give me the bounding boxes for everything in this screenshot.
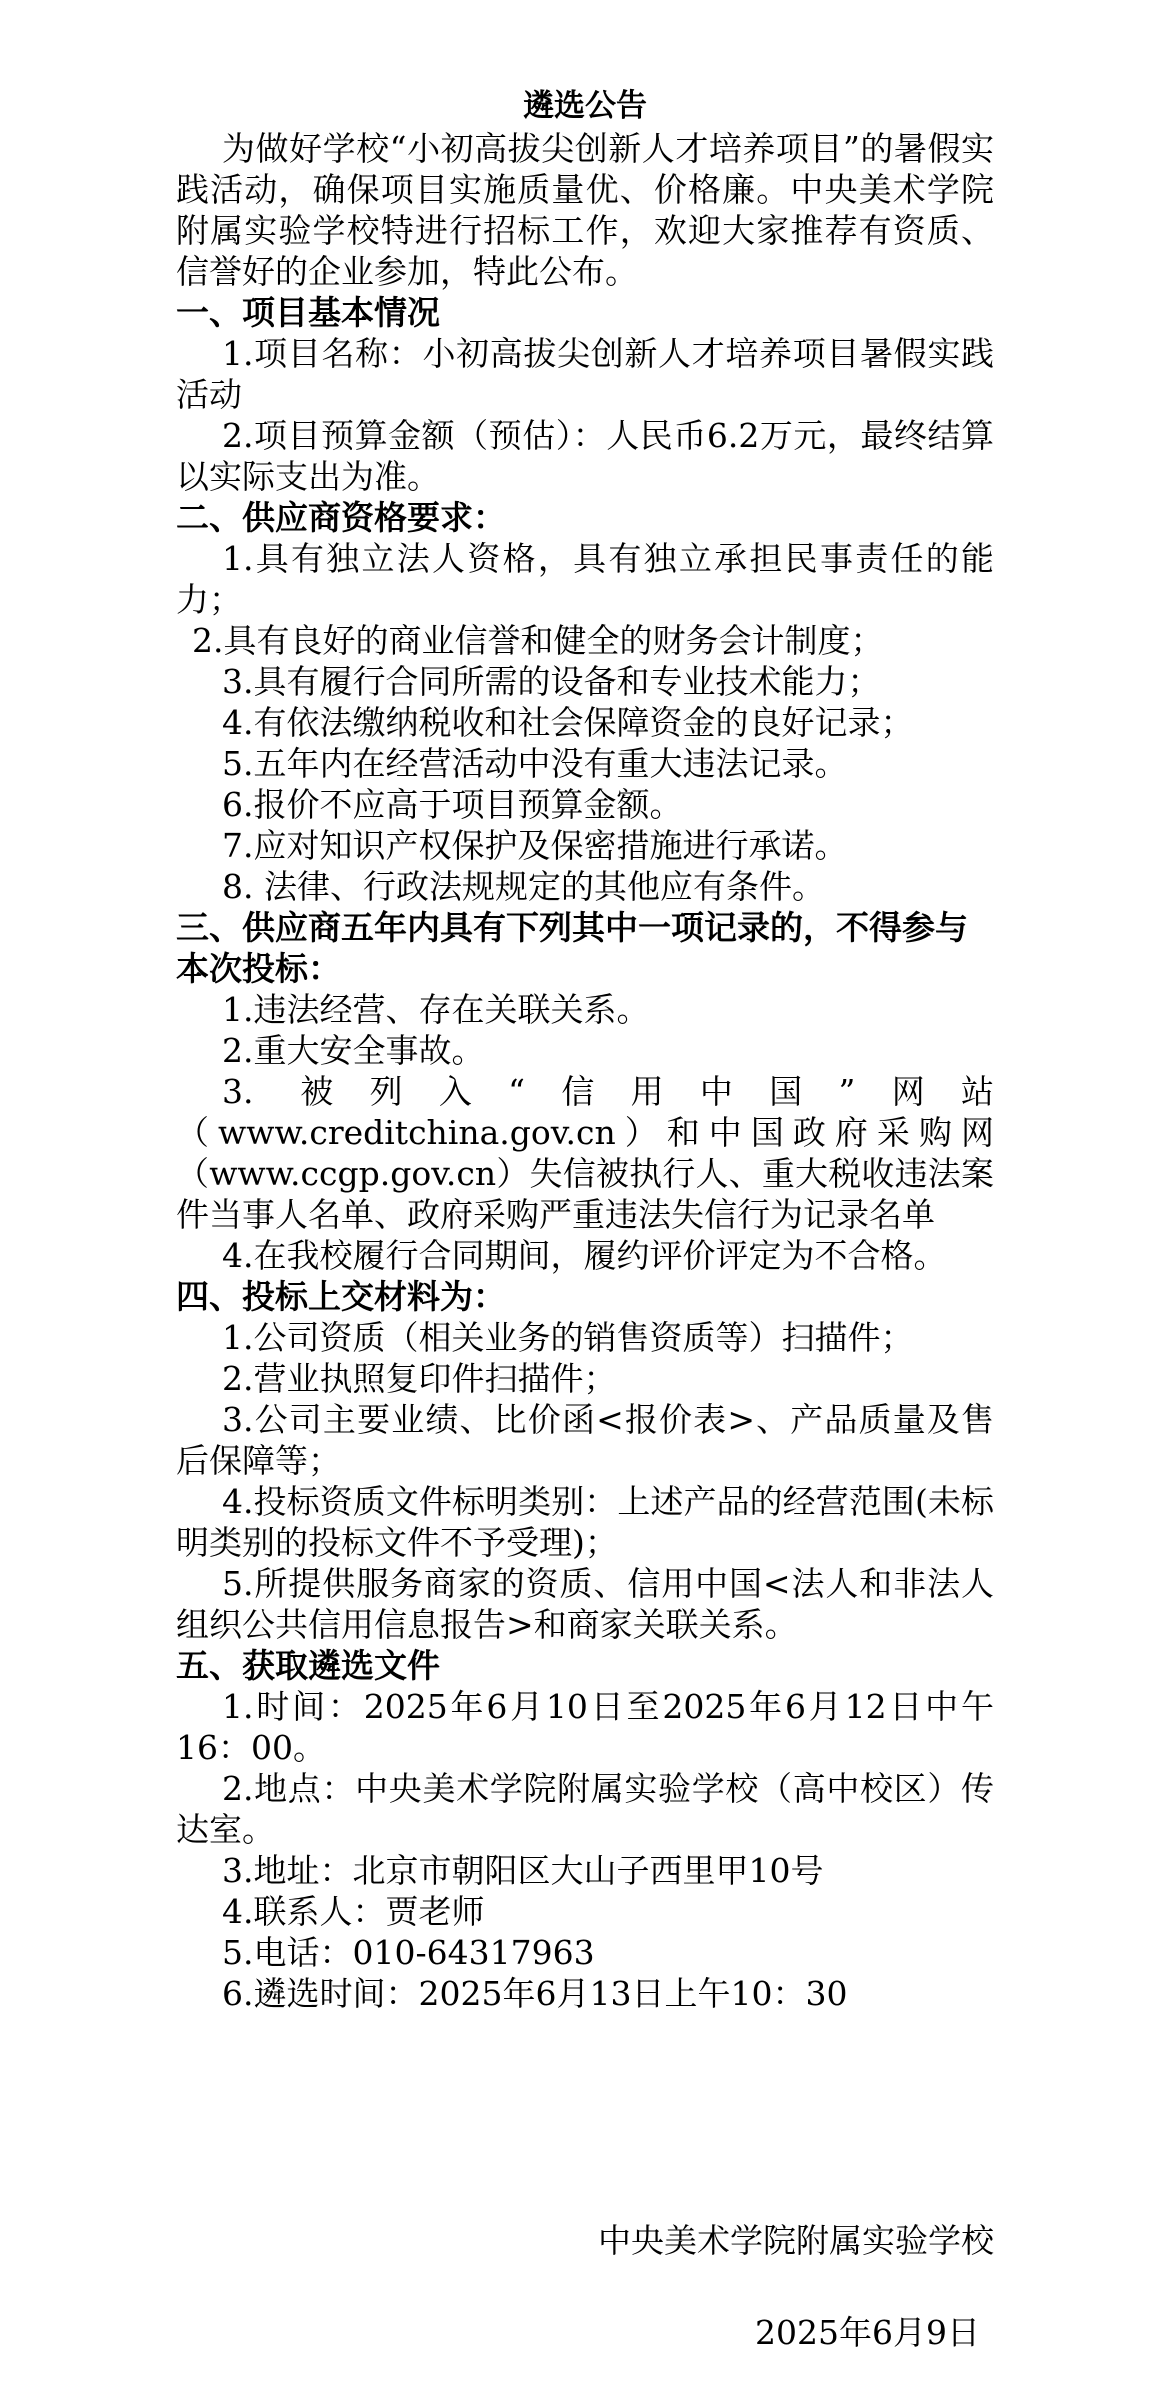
- section-heading: 四、投标上交材料为：: [176, 1277, 506, 1316]
- list-item: 2.具有良好的商业信誉和健全的财务会计制度；: [192, 621, 884, 660]
- signature-date: 2025年6月9日: [755, 2313, 980, 2352]
- document-title: 遴选公告: [523, 88, 647, 124]
- section-heading: 二、供应商资格要求：: [176, 498, 506, 537]
- list-item: 1.公司资质（相关业务的销售资质等）扫描件；: [222, 1318, 914, 1357]
- list-item: 1.具有独立法人资格，具有独立承担民事责任的能力；: [176, 539, 994, 619]
- section-3: [176, 907, 994, 1276]
- list-item: 2.营业执照复印件扫描件；: [222, 1359, 617, 1398]
- list-item: 6.报价不应高于项目预算金额。: [222, 785, 683, 824]
- intro-paragraph: 为做好学校“小初高拔尖创新人才培养项目”的暑假实践活动，确保项目实施质量优、价格廉。中央美术学院附属实验学校特进行招标工作，欢迎大家推荐有资质、信誉好的企业参加，特此公布。: [176, 129, 994, 291]
- section-4: [176, 1276, 994, 1645]
- list-item: 7.应对知识产权保护及保密措施进行承诺。: [222, 826, 848, 865]
- section-1: [176, 292, 994, 497]
- list-item: 3. 被列入“信用中国”网站（www.creditchina.gov.cn）和中国政府采购网（www.ccgp.gov.cn）失信被执行人、重大税收违法案件当事人名单、政府采购严重违法失信行为记录名单: [176, 1072, 994, 1234]
- list-item: 5.所提供服务商家的资质、信用中国<法人和非法人组织公共信用信息报告>和商家关联关系。: [176, 1564, 994, 1644]
- list-item: 4.在我校履行合同期间，履约评价评定为不合格。: [222, 1236, 947, 1275]
- document-body: [176, 84, 994, 2014]
- signature-organization: 中央美术学院附属实验学校: [598, 2221, 994, 2260]
- list-item: 2.地点：中央美术学院附属实验学校（高中校区）传达室。: [176, 1769, 994, 1849]
- list-item: 4.投标资质文件标明类别：上述产品的经营范围(未标明类别的投标文件不予受理)；: [176, 1482, 994, 1562]
- list-item: 2.重大安全事故。: [222, 1031, 485, 1070]
- list-item: 1.时间：2025年6月10日至2025年6月12日中午16：00。: [176, 1687, 994, 1767]
- list-item: 3.具有履行合同所需的设备和专业技术能力；: [222, 662, 881, 701]
- section-5: [176, 1645, 994, 2014]
- section-heading: 五、获取遴选文件: [176, 1646, 440, 1685]
- list-item: 5.五年内在经营活动中没有重大违法记录。: [222, 744, 848, 783]
- list-item: 3.公司主要业绩、比价函<报价表>、产品质量及售后保障等；: [176, 1400, 994, 1480]
- list-item: 2.项目预算金额（预估）：人民币6.2万元，最终结算以实际支出为准。: [176, 416, 994, 496]
- list-item: 5.电话：010-64317963: [222, 1933, 595, 1972]
- list-item: 6.遴选时间：2025年6月13日上午10：30: [222, 1974, 848, 2013]
- list-item: 1.项目名称：小初高拔尖创新人才培养项目暑假实践活动: [176, 334, 994, 414]
- section-heading: 三、供应商五年内具有下列其中一项记录的，不得参与本次投标：: [176, 908, 968, 988]
- list-item: 8. 法律、行政法规规定的其他应有条件。: [222, 867, 825, 906]
- list-item: 4.联系人：贾老师: [222, 1892, 485, 1931]
- list-item: 1.违法经营、存在关联关系。: [222, 990, 650, 1029]
- list-item: 4.有依法缴纳税收和社会保障资金的良好记录；: [222, 703, 914, 742]
- section-2: [176, 497, 994, 907]
- list-item: 3.地址：北京市朝阳区大山子西里甲10号: [222, 1851, 824, 1890]
- section-heading: 一、项目基本情况: [176, 293, 440, 332]
